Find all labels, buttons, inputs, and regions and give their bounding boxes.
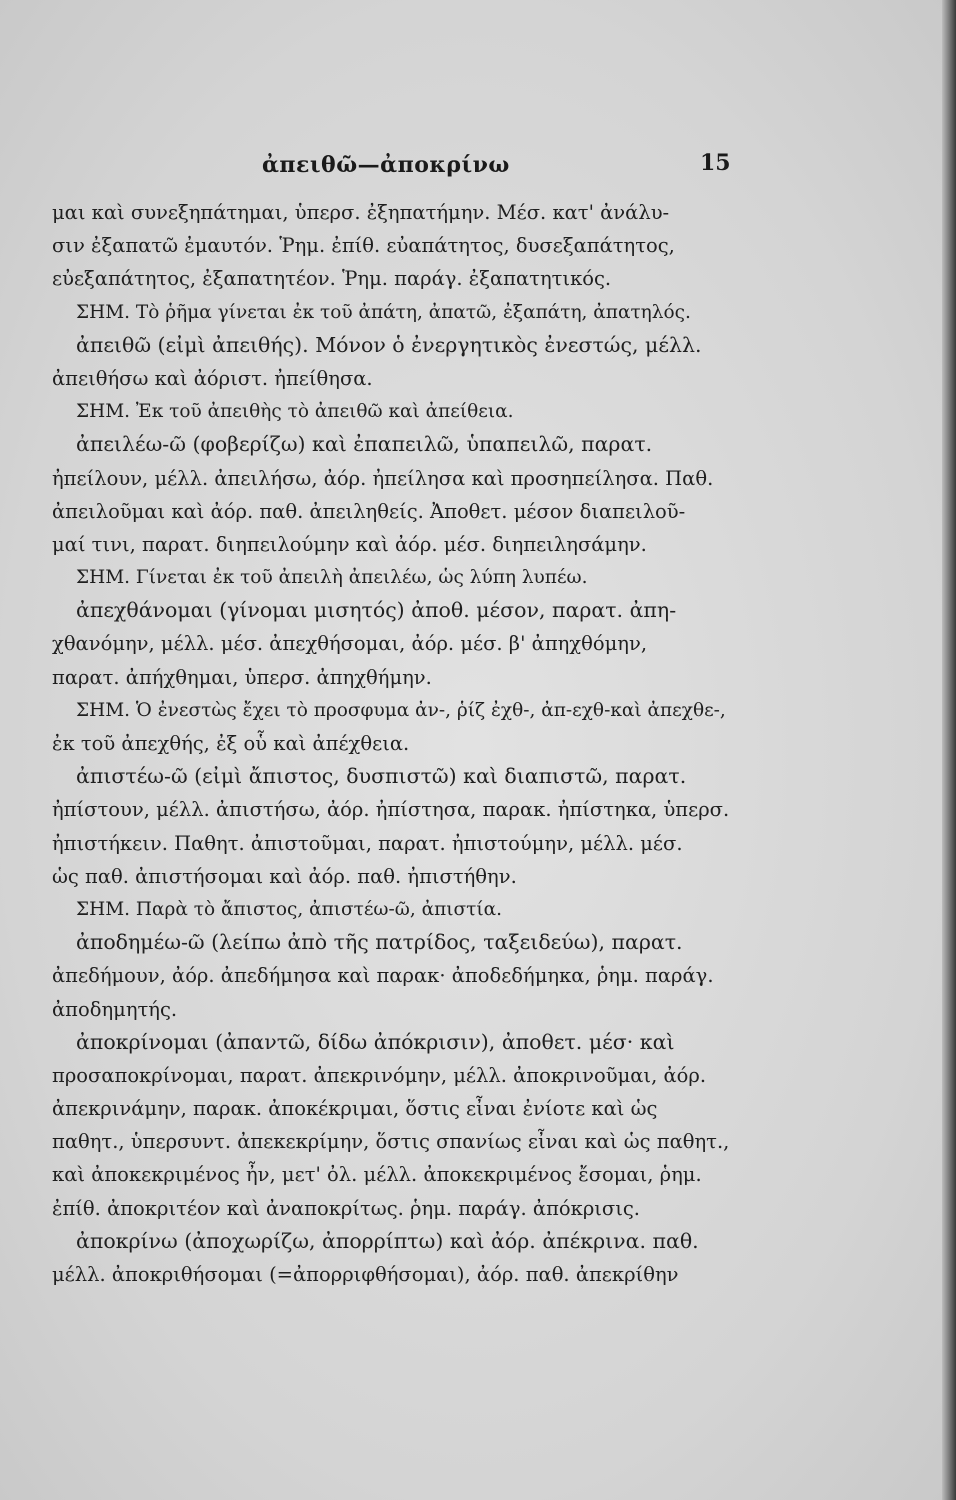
text-line: ἀπειλοῦμαι καὶ ἀόρ. παθ. ἀπειληθείς. Ἀποθετ. μέσον διαπειλοῦ- (52, 499, 686, 523)
text-line: ἠπείλουν, μέλλ. ἀπειλήσω, ἀόρ. ἠπείλησα καὶ προσηπείλησα. Παθ. (52, 466, 714, 490)
note-line: ΣΗΜ. Παρὰ τὸ ἄπιστος, ἀπιστέω-ῶ, ἀπιστία. (76, 898, 503, 920)
text-line: ἀποδημητής. (52, 997, 178, 1021)
entry-headword-line: ἀποδημέω-ῶ (λείπω ἀπὸ τῆς πατρίδος, ταξειδεύω), παρατ. (76, 930, 683, 955)
entry-headword-line: ἀπεχθάνομαι (γίνομαι μισητός) ἀποθ. μέσον, παρατ. ἀπη- (76, 598, 677, 623)
text-line: ἀπειθήσω καὶ ἀόριστ. ἠπείθησα. (52, 366, 373, 390)
text-line: προσαποκρίνομαι, παρατ. ἀπεκρινόμην, μέλλ. ἀποκρινοῦμαι, ἀόρ. (52, 1063, 707, 1087)
dictionary-text (52, 196, 932, 1291)
text-line: ἐκ τοῦ ἀπεχθής, ἐξ οὗ καὶ ἀπέχθεια. (52, 732, 410, 755)
page-edge-shadow (942, 0, 956, 1500)
text-line: εὐεξαπάτητος, ἐξαπατητέον. Ῥημ. παράγ. ἐξαπατητικός. (52, 267, 612, 291)
text-line: παρατ. ἀπήχθημαι, ὑπερσ. ἀπηχθήμην. (52, 665, 432, 689)
text-line: ἠπιστήκειν. Παθητ. ἀπιστοῦμαι, παρατ. ἠπιστούμην, μέλλ. μέσ. (52, 831, 683, 855)
text-line: ὡς παθ. ἀπιστήσομαι καὶ ἀόρ. παθ. ἠπιστήθην. (52, 864, 517, 888)
entry-headword-line: ἀπειθῶ (εἰμὶ ἀπειθής). Μόνον ὁ ἐνεργητικὸς ἐνεστώς, μέλλ. (76, 332, 702, 357)
entry-headword-line: ἀπιστέω-ῶ (εἰμὶ ἄπιστος, δυσπιστῶ) καὶ διαπιστῶ, παρατ. (76, 764, 687, 789)
text-line: ἐπίθ. ἀποκριτέον καὶ ἀναποκρίτως. ῥημ. παράγ. ἀπόκρισις. (52, 1196, 640, 1220)
text-line: μέλλ. ἀποκριθήσομαι (=ἀπορριφθήσομαι), ἀόρ. παθ. ἀπεκρίθην (52, 1263, 679, 1286)
page-number: 15 (700, 150, 731, 176)
running-head: ἀπειθῶ—ἀποκρίνω (262, 152, 510, 178)
note-line: ΣΗΜ. Γίνεται ἐκ τοῦ ἀπειλὴ ἀπειλέω, ὡς λύπη λυπέω. (76, 567, 588, 589)
text-line: καὶ ἀποκεκριμένος ἦν, μετ' ὀλ. μέλλ. ἀποκεκριμένος ἔσομαι, ῥημ. (52, 1163, 702, 1187)
entry-headword-line: ἀποκρίνω (ἀποχωρίζω, ἀπορρίπτω) καὶ ἀόρ. ἀπέκρινα. παθ. (76, 1228, 699, 1253)
text-line: σιν ἐξαπατῶ ἐμαυτόν. Ῥημ. ἐπίθ. εὐαπάτητος, δυσεξαπάτητος, (52, 234, 675, 258)
page-header (0, 152, 944, 182)
text-line: χθανόμην, μέλλ. μέσ. ἀπεχθήσομαι, ἀόρ. μέσ. β' ἀπηχθόμην, (52, 632, 648, 656)
note-line: ΣΗΜ. Ἐκ τοῦ ἀπειθὴς τὸ ἀπειθῶ καὶ ἀπείθεια. (76, 401, 514, 423)
note-line: ΣΗΜ. Τὸ ῥῆμα γίνεται ἐκ τοῦ ἀπάτη, ἀπατῶ, ἐξαπάτη, ἀπατηλός. (76, 301, 691, 323)
text-line: παθητ., ὑπερσυντ. ἀπεκεκρίμην, ὅστις σπανίως εἶναι καὶ ὡς παθητ., (52, 1130, 730, 1154)
entry-headword-line: ἀπειλέω-ῶ (φοβερίζω) καὶ ἐπαπειλῶ, ὑπαπειλῶ, παρατ. (76, 432, 653, 457)
text-line: μαί τινι, παρατ. διηπειλούμην καὶ ἀόρ. μέσ. διηπειλησάμην. (52, 532, 647, 556)
text-line: μαι καὶ συνεξηπάτημαι, ὑπερσ. ἐξηπατήμην. Μέσ. κατ' ἀνάλυ- (52, 201, 670, 224)
text-line: ἠπίστουν, μέλλ. ἀπιστήσω, ἀόρ. ἠπίστησα, παρακ. ἠπίστηκα, ὑπερσ. (52, 798, 730, 822)
entry-headword-line: ἀποκρίνομαι (ἀπαντῶ, δίδω ἀπόκρισιν), ἀποθετ. μέσ· καὶ (76, 1029, 675, 1054)
text-line: ἀπεδήμουν, ἀόρ. ἀπεδήμησα καὶ παρακ· ἀποδεδήμηκα, ῥημ. παράγ. (52, 964, 714, 988)
text-line: ἀπεκρινάμην, παρακ. ἀποκέκριμαι, ὅστις εἶναι ἐνίοτε καὶ ὡς (52, 1097, 658, 1121)
note-line: ΣΗΜ. Ὁ ἐνεστὼς ἔχει τὸ προσφυμα ἀν-, ῥίζ ἐχθ-, ἀπ-εχθ-καὶ ἀπεχθε-, (76, 699, 726, 721)
